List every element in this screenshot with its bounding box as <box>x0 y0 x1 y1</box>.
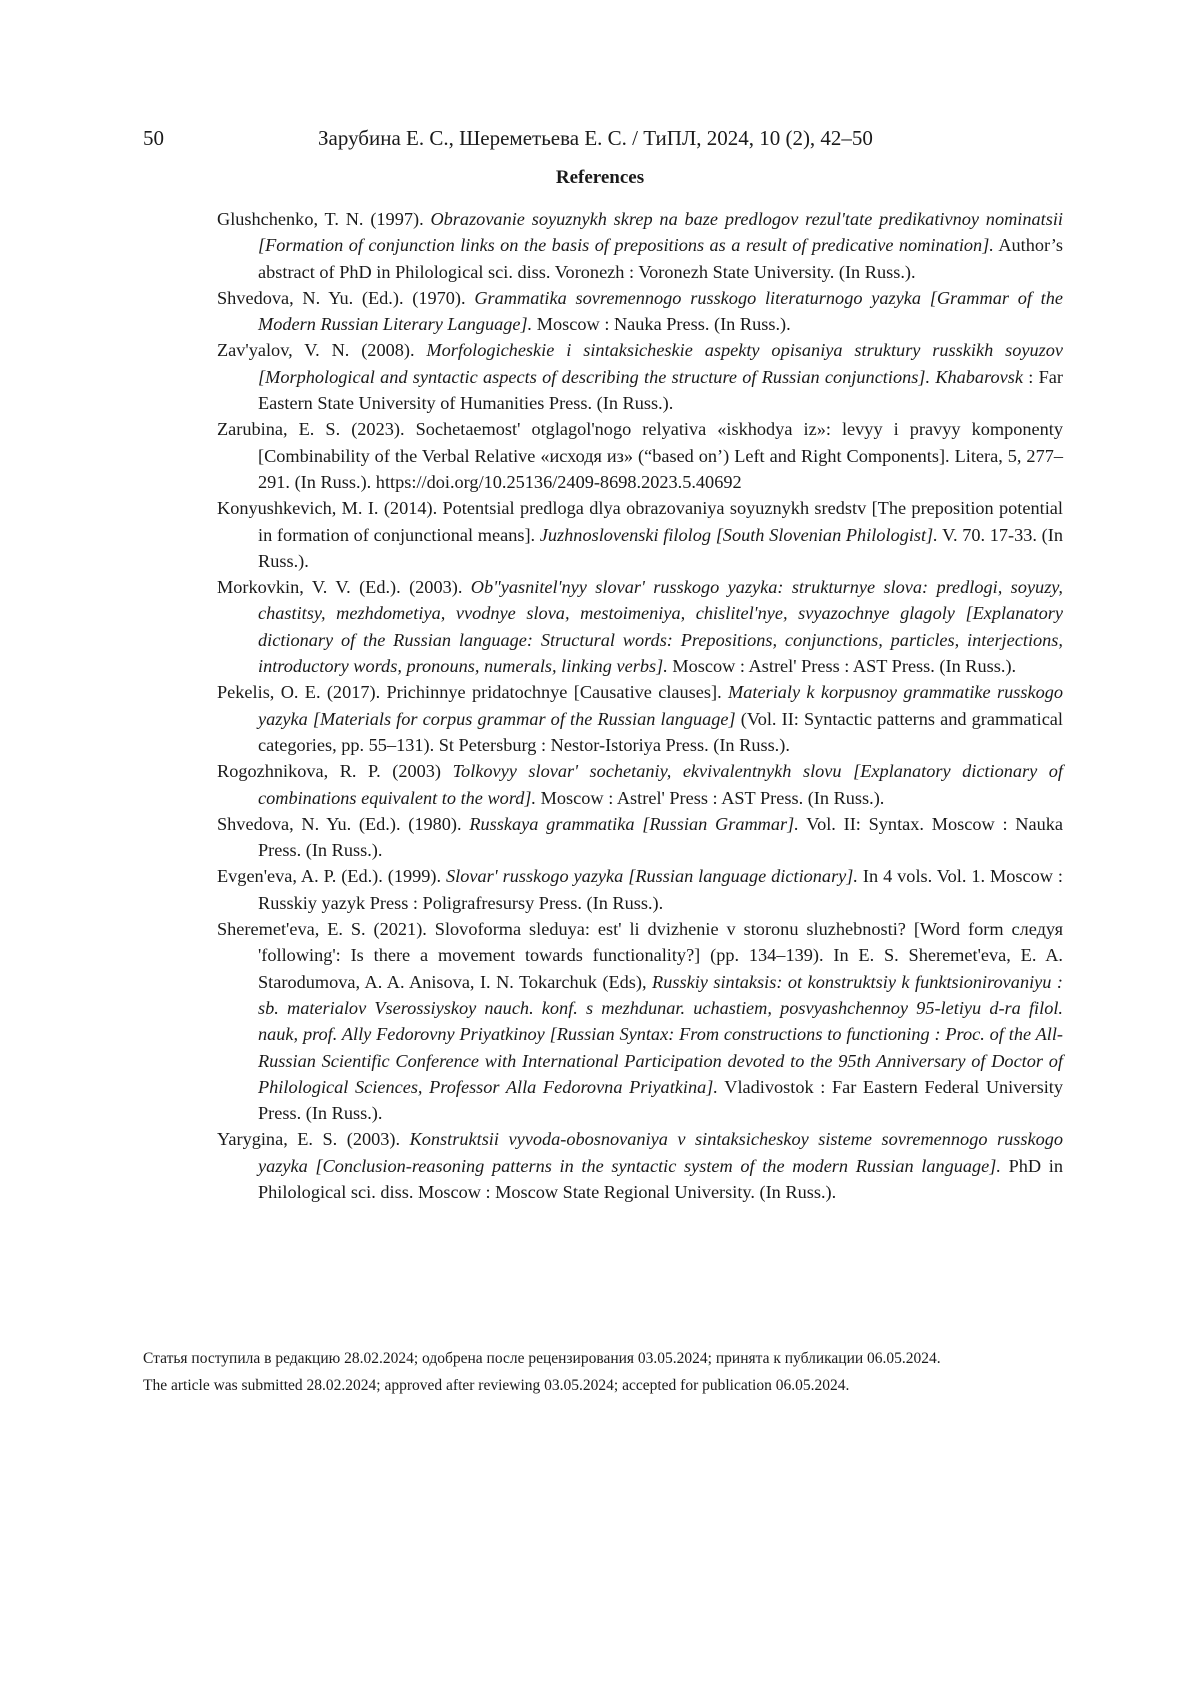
reference-item <box>217 285 1063 338</box>
reference-item <box>217 206 1063 285</box>
reference-item <box>217 916 1063 1126</box>
reference-text: Rogozhnikova, R. P. (2003) <box>217 761 453 782</box>
reference-title: Materialy k korpusnoy grammatike russkogo yazyka [Materials for corpus grammar of the Russian language] <box>258 682 1063 729</box>
reference-item <box>217 1126 1063 1205</box>
reference-source: : Far Eastern State University of Humanities Press. (In Russ.). <box>258 366 1063 414</box>
reference-title: Slovar' russkogo yazyka [Russian language dictionary]. <box>446 866 858 887</box>
reference-source: Moscow : Astrel' Press : AST Press. (In Russ.). <box>536 787 885 808</box>
reference-list <box>217 206 1063 1205</box>
reference-title: Russkaya grammatika [Russian Grammar]. <box>469 813 799 834</box>
article-dates-ru: Статья поступила в редакцию 28.02.2024; одобрена после рецензирования 03.05.2024; принята к публикации 06.05.2024. <box>143 1350 941 1367</box>
section-title: References <box>555 167 645 188</box>
article-dates <box>143 1345 941 1399</box>
reference-source: PhD in Philological sci. diss. Moscow : Moscow State Regional University. (In Russ.). <box>258 1155 1063 1202</box>
reference-item <box>217 679 1063 758</box>
reference-item <box>217 863 1063 916</box>
reference-text: Morkovkin, V. V. (Ed.). (2003). <box>217 577 471 598</box>
reference-source: In 4 vols. Vol. 1. Moscow : Russkiy yazyk Press : Poligrafresursy Press. (In Russ.). <box>258 866 1064 913</box>
reference-title: Konstruktsii vyvoda-obosnovaniya v sintaksicheskoy sisteme sovremennogo russkogo yazyka [Conclusion-reasoning patterns in the syntactic system of the modern Russian language]. <box>258 1129 1064 1176</box>
reference-title: Grammatika sovremennogo russkogo literaturnogo yazyka [Grammar of the Modern Russian Literary Language]. <box>258 287 1064 335</box>
reference-text: Zav'yalov, V. N. (2008). <box>217 340 427 361</box>
reference-text: Zarubina, E. S. (2023). Sochetaemost' otglagol'nogo relyativa «iskhodya iz»: levyy i pravyy komponenty [Combinability of the Verbal Relative «исходя из» (“based on’) Left and Right Components]. Litera, 5, 277–291. (In Russ.). https://doi.org/10.25136/2409-8698.2023.5.40692 <box>217 419 1063 492</box>
reference-title: Morfologicheskie i sintaksicheskie aspekty opisaniya struktury russkikh soyuzov [Morphological and syntactic aspects of describing the structure of Russian conjunctions]. Khabarovsk <box>258 340 1063 387</box>
reference-source: (Vol. II: Syntactic patterns and grammatical categories, pp. 55–131). St Petersburg : Nestor-Istoriya Press. (In Russ.). <box>258 708 1063 755</box>
reference-item <box>217 337 1063 416</box>
reference-text: Pekelis, O. E. (2017). Prichinnye pridatochnye [Causative clauses]. <box>217 682 729 703</box>
reference-text: Sheremet'eva, E. S. (2021). Slovoforma sleduya: est' li dvizhenie v storonu sluzhebnosti? [Word form следуя 'following': Is there a movement towards functionality?] (pp. 134–139). In E. S. Sheremet'eva, E. A. Starodumova, A. A. Anisova, I. N. Tokarchuk (Eds), <box>217 919 1063 992</box>
reference-source: Vladivostok : Far Eastern Federal University Press. (In Russ.). <box>258 1076 1063 1124</box>
reference-source: Moscow : Astrel' Press : AST Press. (In Russ.). <box>667 656 1017 677</box>
reference-text: Yarygina, E. S. (2003). <box>217 1129 410 1150</box>
reference-source: Vol. II: Syntax. Moscow : Nauka Press. (In Russ.). <box>258 813 1063 861</box>
reference-text: Konyushkevich, M. I. (2014). Potentsial predloga dlya obrazovaniya soyuznykh sredstv [The preposition potential in formation of conjunctional means]. <box>217 498 1063 545</box>
reference-text: Glushchenko, T. N. (1997). <box>217 209 431 229</box>
reference-title: Juzhnoslovenski filolog [South Slovenian Philologist]. <box>539 524 938 545</box>
reference-text: Shvedova, N. Yu. (Ed.). (1970). <box>217 287 475 308</box>
reference-item <box>217 574 1063 679</box>
page-number: 50 <box>143 126 164 150</box>
reference-source: V. 70. 17-33. (In Russ.). <box>258 524 1063 571</box>
reference-title: Tolkovyy slovar' sochetaniy, ekvivalentnykh slovu [Explanatory dictionary of combinations equivalent to the word]. <box>258 761 1063 808</box>
reference-title: Obrazovanie soyuznykh skrep na baze predlogov rezul'tate predikativnoy nominatsii [Formation of conjunction links on the basis of prepositions as a result of predicative nomination]. <box>258 209 1064 256</box>
running-header: Зарубина Е. С., Шереметьева Е. С. / ТиПЛ, 2024, 10 (2), 42–50 <box>318 126 873 150</box>
article-dates-en: The article was submitted 28.02.2024; approved after reviewing 03.05.2024; accepted for publication 06.05.2024. <box>143 1377 850 1394</box>
reference-title: Ob"yasnitel'nyy slovar' russkogo yazyka: strukturnye slova: predlogi, soyuzy, chastitsy, mezhdometiya, vvodnye slova, mestoimeniya, chislitel'nye, svyazochnye glagoly [Explanatory dictionary of the Russian language: Structural words: Prepositions, conjunctions, particles, interjections, introductory words, pronouns, numerals, linking verbs]. <box>258 577 1063 677</box>
reference-item <box>217 495 1063 574</box>
reference-item <box>217 811 1063 864</box>
reference-text: Shvedova, N. Yu. (Ed.). (1980). <box>217 813 470 834</box>
reference-title: Russkiy sintaksis: ot konstruktsiy k funktsionirovaniyu : sb. materialov Vserossiyskoy nauch. konf. s mezhdunar. uchastiem, posvyashchennoy 95-letiyu d-ra filol. nauk, prof. Ally Fedorovny Priyatkinoy [Russian Syntax: From constructions to functioning : Proc. of the All-Russian Scientific Conference with International Participation devoted to the 95th Anniversary of Doctor of Philological Sciences, Professor Alla Fedorovna Priyatkina]. <box>258 971 1063 1097</box>
reference-source: Moscow : Nauka Press. (In Russ.). <box>532 314 791 335</box>
reference-text: Evgen'eva, A. P. (Ed.). (1999). <box>217 866 447 887</box>
reference-item <box>217 416 1063 495</box>
reference-source: Author’s abstract of PhD in Philological sci. diss. Voronezh : Voronezh State University. (In Russ.). <box>258 235 1063 282</box>
reference-item <box>217 758 1063 811</box>
